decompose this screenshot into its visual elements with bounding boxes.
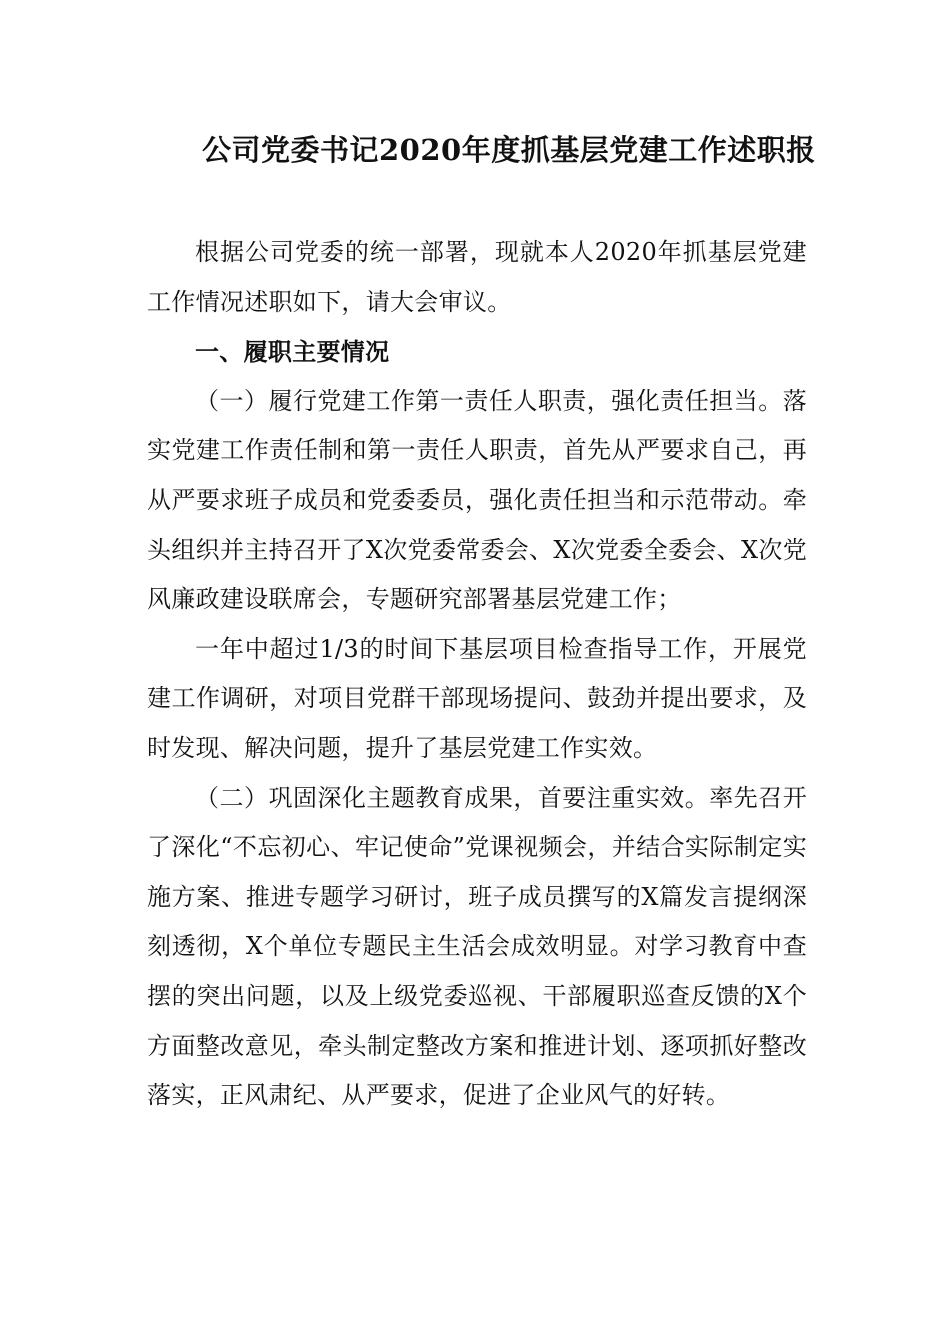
- paragraph-education: （二）巩固深化主题教育成果，首要注重实效。率先召开了深化“不忘初心、牢记使命”党课视频会，并结合实际制定实施方案、推进专题学习研讨，班子成员撰写的X篇发言提纲深刻透彻，X个单位专题民主生活会成效明显。对学习教育中查摆的突出问题，以及上级党委巡视、干部履职巡查反馈的X个方面整改意见，牵头制定整改方案和推进计划、逐项抓好整改落实，正风肃纪、从严要求，促进了企业风气的好转。: [147, 783, 807, 1110]
- section-heading: 一、履职主要情况: [195, 337, 390, 367]
- document-body: [147, 228, 807, 1121]
- paragraph-grassroots: 一年中超过1/3的时间下基层项目检查指导工作，开展党建工作调研，对项目党群干部现场提问、鼓劲并提出要求，及时发现、解决问题，提升了基层党建工作实效。: [147, 634, 807, 762]
- document-title: 公司党委书记2020年度抓基层党建工作述职报: [202, 133, 816, 167]
- paragraph-duty: （一）履行党建工作第一责任人职责，强化责任担当。落实党建工作责任制和第一责任人职责，首先从严要求自己，再从严要求班子成员和党委委员，强化责任担当和示范带动。牵头组织并主持召开了X次党委常委会、X次党委全委会、X次党风廉政建设联席会，专题研究部署基层党建工作；: [147, 386, 807, 614]
- intro-paragraph: 根据公司党委的统一部署，现就本人2020年抓基层党建工作情况述职如下，请大会审议。: [147, 238, 807, 316]
